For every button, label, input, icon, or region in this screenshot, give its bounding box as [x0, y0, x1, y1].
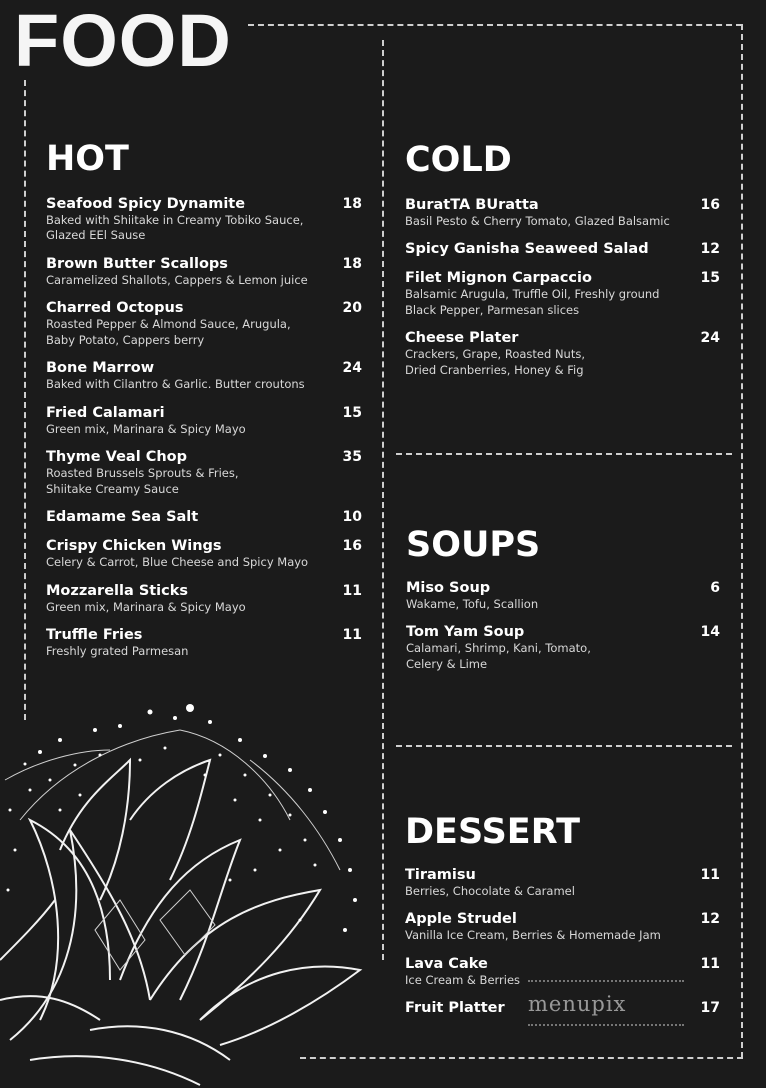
- menu-item-description: Wakame, Tofu, Scallion: [406, 596, 539, 611]
- menu-item-price: 35: [342, 449, 362, 465]
- section-divider-soups-dessert: [396, 745, 732, 747]
- menu-item-description: Balsamic Arugula, Truffle Oil, Freshly ground: [405, 287, 660, 301]
- menu-item-description: Shiitake Creamy Sauce: [46, 481, 179, 496]
- menu-item-name: Fried Calamari: [46, 404, 165, 421]
- menu-item: [46, 405, 362, 438]
- menu-item-description: Freshly grated Parmesan: [46, 644, 189, 658]
- menu-item-price: 14: [700, 624, 720, 640]
- menu-item-name: Thyme Veal Chop: [46, 449, 188, 465]
- menu-item: [405, 911, 720, 944]
- watermark-line-top: [528, 980, 684, 982]
- menu-item-price: 17: [700, 1000, 720, 1016]
- menu-item-description: Glazed EEl Sause: [46, 228, 146, 242]
- soups-section: [406, 526, 720, 684]
- menu-item-name: Bone Marrow: [46, 360, 155, 376]
- menu-item-description: Dried Cranberries, Honey & Fig: [405, 362, 584, 377]
- menu-item-description: Calamari, Shrimp, Kani, Tomato,: [406, 641, 591, 655]
- menu-item-description: Green mix, Marinara & Spicy Mayo: [46, 421, 246, 436]
- menu-item-description: Caramelized Shallots, Cappers & Lemon juice: [46, 272, 308, 287]
- menu-item: [405, 330, 720, 378]
- menu-item-price: 12: [700, 241, 720, 257]
- menu-item-name: Charred Octopus: [46, 300, 184, 316]
- menu-item-description: Baked with Cilantro & Garlic. Butter croutons: [46, 377, 305, 391]
- menu-item-description: Baby Potato, Cappers berry: [46, 332, 205, 347]
- menu-item-name: Miso Soup: [406, 579, 491, 596]
- menu-item-name: Lava Cake: [405, 955, 488, 972]
- column-divider: [382, 40, 384, 960]
- menu-item-price: 15: [342, 404, 362, 421]
- menu-item-price: 18: [342, 255, 362, 272]
- menu-item: [46, 256, 362, 289]
- menu-item-price: 20: [342, 300, 362, 316]
- menu-item-name: BuratTA BUratta: [405, 196, 539, 213]
- menu-item-price: 6: [710, 579, 720, 596]
- frame-border-top: [248, 24, 742, 26]
- menu-item-description: Ice Cream & Berries: [405, 972, 521, 987]
- frame-border-right: [741, 24, 743, 1058]
- menu-item-name: Cheese Plater: [405, 330, 519, 346]
- menu-item: [46, 360, 362, 393]
- menu-item: [46, 583, 362, 616]
- menu-item: [405, 956, 720, 989]
- menu-item-price: 10: [342, 509, 362, 525]
- frame-border-left: [24, 80, 26, 720]
- menu-item-name: Crispy Chicken Wings: [46, 538, 222, 554]
- menu-item: [405, 270, 720, 318]
- menu-item-price: 11: [700, 866, 720, 883]
- menu-item: [405, 197, 720, 230]
- menu-item-price: 24: [700, 330, 720, 346]
- menu-item-name: Mozzarella Sticks: [46, 582, 189, 599]
- menu-item-name: Spicy Ganisha Seaweed Salad: [405, 241, 649, 257]
- menu-item-name: Seafood Spicy Dynamite: [46, 195, 246, 212]
- menu-item-price: 16: [700, 196, 720, 213]
- menu-item: [46, 538, 362, 571]
- menu-item-price: 15: [700, 270, 720, 286]
- menu-item-name: Fruit Platter: [405, 1000, 505, 1016]
- menu-item: [46, 509, 362, 526]
- cold-section-title: COLD: [405, 140, 512, 180]
- menu-item-price: 16: [342, 538, 362, 554]
- menu-item-description: Vanilla Ice Cream, Berries & Homemade Jam: [405, 928, 661, 942]
- menu-item: [405, 241, 720, 258]
- lotus-illustration: [0, 700, 380, 1088]
- menu-item-price: 18: [342, 195, 362, 212]
- menu-item-description: Celery & Lime: [406, 656, 488, 671]
- menu-item-description: Celery & Carrot, Blue Cheese and Spicy Mayo: [46, 555, 309, 569]
- watermark-line-bottom: [528, 1024, 684, 1026]
- watermark-text: menupix: [528, 992, 627, 1016]
- menu-item-price: 12: [700, 911, 720, 927]
- menu-item: [46, 449, 362, 497]
- menu-item: [46, 627, 362, 660]
- menu-item: [405, 867, 720, 900]
- section-divider-cold-soups: [396, 453, 732, 455]
- menu-item-description: Berries, Chocolate & Caramel: [405, 883, 575, 898]
- menu-item-description: Baked with Shiitake in Creamy Tobiko Sauce,: [46, 212, 304, 227]
- menu-item-price: 11: [342, 582, 362, 599]
- hot-section-title: HOT: [46, 139, 129, 179]
- cold-section: [405, 141, 720, 390]
- menu-item-price: 24: [342, 360, 362, 376]
- menu-item-name: Apple Strudel: [405, 911, 517, 927]
- menu-item-description: Green mix, Marinara & Spicy Mayo: [46, 599, 246, 614]
- dessert-section-title: DESSERT: [405, 812, 580, 852]
- menu-item: [46, 196, 362, 244]
- hot-section: [46, 140, 362, 672]
- menu-title: FOOD: [14, 0, 232, 82]
- menu-item-description: Black Pepper, Parmesan slices: [405, 302, 580, 317]
- menu-item-price: 11: [342, 627, 362, 643]
- menu-item-description: Basil Pesto & Cherry Tomato, Glazed Balsamic: [405, 213, 670, 228]
- menu-item-description: Roasted Pepper & Almond Sauce, Arugula,: [46, 317, 291, 331]
- menu-item: [406, 580, 720, 613]
- menu-item-name: Tiramisu: [405, 866, 476, 883]
- soups-section-title: SOUPS: [406, 525, 541, 565]
- menu-item: [46, 300, 362, 348]
- menu-item-name: Brown Butter Scallops: [46, 255, 228, 272]
- menu-item-name: Filet Mignon Carpaccio: [405, 270, 592, 286]
- menu-item-description: Roasted Brussels Sprouts & Fries,: [46, 466, 239, 480]
- menu-item-name: Tom Yam Soup: [406, 624, 525, 640]
- menu-item-name: Truffle Fries: [46, 627, 143, 643]
- menu-item-name: Edamame Sea Salt: [46, 509, 199, 525]
- menu-item-description: Crackers, Grape, Roasted Nuts,: [405, 347, 585, 361]
- menu-item: [406, 624, 720, 672]
- menu-item-price: 11: [700, 955, 720, 972]
